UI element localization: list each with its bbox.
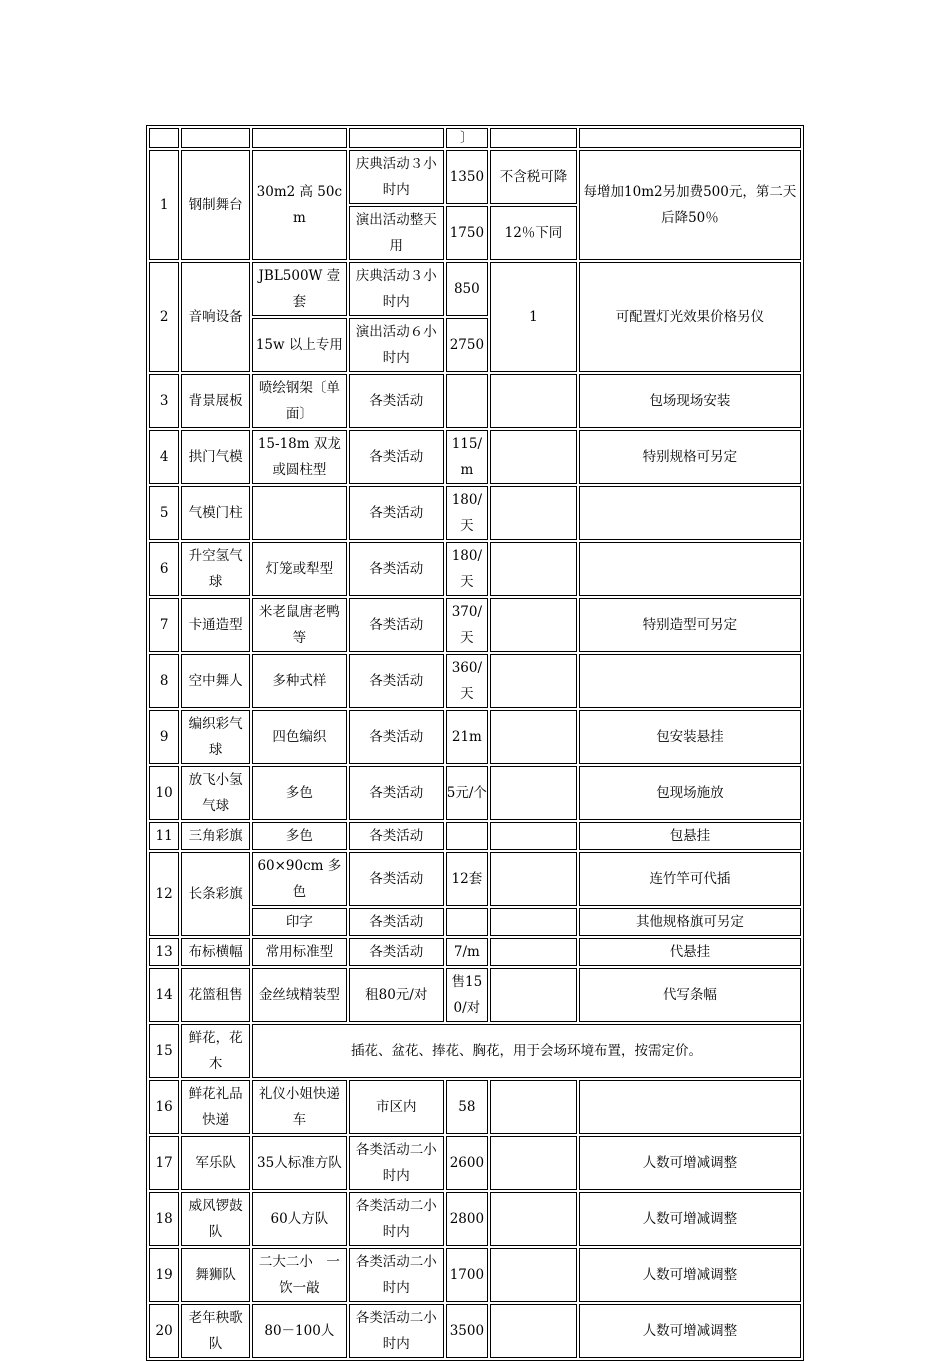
item-name: 军乐队 bbox=[181, 1136, 250, 1190]
table-row bbox=[149, 1024, 801, 1078]
item-remark bbox=[579, 1080, 801, 1134]
item-spec: 灯笼或犁型 bbox=[252, 542, 347, 596]
item-name: 三角彩旗 bbox=[181, 822, 250, 850]
row-number: 10 bbox=[149, 766, 179, 820]
item-note bbox=[490, 1136, 577, 1190]
item-name: 舞狮队 bbox=[181, 1248, 250, 1302]
table-row bbox=[149, 968, 801, 1022]
cell bbox=[149, 128, 179, 148]
item-spec: 15-18m 双龙或圆柱型 bbox=[252, 430, 347, 484]
item-note bbox=[490, 486, 577, 540]
item-usage: 庆典活动３小时内 bbox=[349, 262, 444, 316]
item-spec: 15w 以上专用 bbox=[252, 318, 347, 372]
item-note bbox=[490, 968, 577, 1022]
cell bbox=[349, 128, 444, 148]
item-price: 12套 bbox=[446, 852, 488, 906]
item-remark: 代悬挂 bbox=[579, 938, 801, 966]
item-remark bbox=[579, 542, 801, 596]
item-usage: 各类活动 bbox=[349, 710, 444, 764]
table-row bbox=[149, 1248, 801, 1302]
item-note bbox=[490, 430, 577, 484]
item-spec: 二大二小 一饮一敲 bbox=[252, 1248, 347, 1302]
table-row bbox=[149, 1192, 801, 1246]
item-spec bbox=[252, 486, 347, 540]
table-row bbox=[149, 150, 801, 204]
item-usage: 各类活动二小时内 bbox=[349, 1192, 444, 1246]
row-number: 20 bbox=[149, 1304, 179, 1358]
item-price bbox=[446, 822, 488, 850]
row-number: 1 bbox=[149, 150, 179, 260]
item-usage: 各类活动 bbox=[349, 766, 444, 820]
item-usage: 庆典活动３小时内 bbox=[349, 150, 444, 204]
item-remark: 其他规格旗可另定 bbox=[579, 908, 801, 936]
item-name: 钢制舞台 bbox=[181, 150, 250, 260]
item-usage: 各类活动二小时内 bbox=[349, 1136, 444, 1190]
item-name: 拱门气模 bbox=[181, 430, 250, 484]
item-spec: 金丝绒精装型 bbox=[252, 968, 347, 1022]
item-remark: 每增加10m2另加费500元，第二天后降50％ bbox=[579, 150, 801, 260]
item-name: 卡通造型 bbox=[181, 598, 250, 652]
table-row bbox=[149, 1304, 801, 1358]
item-name: 音响设备 bbox=[181, 262, 250, 372]
item-price: 180/天 bbox=[446, 486, 488, 540]
item-price: 3500 bbox=[446, 1304, 488, 1358]
item-spec: 印字 bbox=[252, 908, 347, 936]
item-note bbox=[490, 374, 577, 428]
item-name: 空中舞人 bbox=[181, 654, 250, 708]
table-row bbox=[149, 766, 801, 820]
item-remark: 人数可增减调整 bbox=[579, 1192, 801, 1246]
table-row bbox=[149, 430, 801, 484]
item-remark: 可配置灯光效果价格另仪 bbox=[579, 262, 801, 372]
item-usage: 各类活动 bbox=[349, 542, 444, 596]
table-row bbox=[149, 486, 801, 540]
row-number: 18 bbox=[149, 1192, 179, 1246]
item-usage: 各类活动二小时内 bbox=[349, 1304, 444, 1358]
item-price: 2600 bbox=[446, 1136, 488, 1190]
item-remark: 人数可增减调整 bbox=[579, 1248, 801, 1302]
item-price: 21m bbox=[446, 710, 488, 764]
item-spec: 80－100人 bbox=[252, 1304, 347, 1358]
item-price: 850 bbox=[446, 262, 488, 316]
item-note bbox=[490, 542, 577, 596]
item-remark: 人数可增减调整 bbox=[579, 1136, 801, 1190]
row-number: 16 bbox=[149, 1080, 179, 1134]
item-price: 1750 bbox=[446, 206, 488, 260]
item-remark bbox=[579, 486, 801, 540]
item-remark bbox=[579, 654, 801, 708]
row-number: 7 bbox=[149, 598, 179, 652]
cell: 〕 bbox=[446, 128, 488, 148]
row-number: 15 bbox=[149, 1024, 179, 1078]
table-row bbox=[149, 1080, 801, 1134]
item-note bbox=[490, 598, 577, 652]
item-spec: 多种式样 bbox=[252, 654, 347, 708]
item-spec: 60×90cm 多色 bbox=[252, 852, 347, 906]
row-number: 6 bbox=[149, 542, 179, 596]
table-row bbox=[149, 654, 801, 708]
price-list-document bbox=[146, 125, 804, 1361]
item-spec: 60人方队 bbox=[252, 1192, 347, 1246]
item-price: 售150/对 bbox=[446, 968, 488, 1022]
row-number: 8 bbox=[149, 654, 179, 708]
item-spec: 喷绘钢架〔单面〕 bbox=[252, 374, 347, 428]
row-number: 19 bbox=[149, 1248, 179, 1302]
item-remark: 包场现场安装 bbox=[579, 374, 801, 428]
item-remark: 包悬挂 bbox=[579, 822, 801, 850]
item-price: 2750 bbox=[446, 318, 488, 372]
item-usage: 各类活动 bbox=[349, 908, 444, 936]
item-usage: 各类活动 bbox=[349, 654, 444, 708]
row-number: 2 bbox=[149, 262, 179, 372]
item-name: 放飞小氢气球 bbox=[181, 766, 250, 820]
item-spec: 多色 bbox=[252, 822, 347, 850]
table-row bbox=[149, 598, 801, 652]
item-usage: 各类活动 bbox=[349, 598, 444, 652]
item-remark: 人数可增减调整 bbox=[579, 1304, 801, 1358]
item-spec: 30m2 高 50cm bbox=[252, 150, 347, 260]
item-remark: 包现场施放 bbox=[579, 766, 801, 820]
cell bbox=[181, 128, 250, 148]
item-name: 鲜花，花木 bbox=[181, 1024, 250, 1078]
item-name: 编织彩气球 bbox=[181, 710, 250, 764]
table-row bbox=[149, 852, 801, 906]
item-usage: 租80元/对 bbox=[349, 968, 444, 1022]
item-spec: 四色编织 bbox=[252, 710, 347, 764]
cell bbox=[490, 128, 577, 148]
item-remark: 代写条幅 bbox=[579, 968, 801, 1022]
table-row bbox=[149, 542, 801, 596]
row-number: 4 bbox=[149, 430, 179, 484]
row-number: 5 bbox=[149, 486, 179, 540]
item-remark: 包安装悬挂 bbox=[579, 710, 801, 764]
item-name: 升空氢气球 bbox=[181, 542, 250, 596]
row-number: 11 bbox=[149, 822, 179, 850]
item-note: 1 bbox=[490, 262, 577, 372]
item-remark: 特别规格可另定 bbox=[579, 430, 801, 484]
table-row bbox=[149, 822, 801, 850]
item-spec: 礼仪小姐快递车 bbox=[252, 1080, 347, 1134]
item-spec: 35人标准方队 bbox=[252, 1136, 347, 1190]
item-spec: 多色 bbox=[252, 766, 347, 820]
item-usage: 各类活动 bbox=[349, 486, 444, 540]
item-price bbox=[446, 908, 488, 936]
cell bbox=[252, 128, 347, 148]
item-note bbox=[490, 1304, 577, 1358]
item-note bbox=[490, 1192, 577, 1246]
item-price: 370/天 bbox=[446, 598, 488, 652]
merged-description: 插花、盆花、捧花、胸花，用于会场环境布置，按需定价。 bbox=[252, 1024, 801, 1078]
item-price: 115/m bbox=[446, 430, 488, 484]
table-row bbox=[149, 1136, 801, 1190]
item-note: 12％下同 bbox=[490, 206, 577, 260]
item-usage: 各类活动二小时内 bbox=[349, 1248, 444, 1302]
item-usage: 演出活动整天用 bbox=[349, 206, 444, 260]
table-row bbox=[149, 710, 801, 764]
item-remark: 特别造型可另定 bbox=[579, 598, 801, 652]
item-price: 2800 bbox=[446, 1192, 488, 1246]
item-name: 布标横幅 bbox=[181, 938, 250, 966]
item-usage: 各类活动 bbox=[349, 374, 444, 428]
item-note bbox=[490, 1080, 577, 1134]
item-note bbox=[490, 710, 577, 764]
item-price: 1700 bbox=[446, 1248, 488, 1302]
item-name: 长条彩旗 bbox=[181, 852, 250, 936]
item-usage: 各类活动 bbox=[349, 430, 444, 484]
row-number: 3 bbox=[149, 374, 179, 428]
item-spec: 米老鼠唐老鸭等 bbox=[252, 598, 347, 652]
item-name: 威风锣鼓队 bbox=[181, 1192, 250, 1246]
item-usage: 各类活动 bbox=[349, 822, 444, 850]
item-name: 气模门柱 bbox=[181, 486, 250, 540]
table-row bbox=[149, 374, 801, 428]
item-spec: 常用标准型 bbox=[252, 938, 347, 966]
cell bbox=[579, 128, 801, 148]
item-name: 花篮租售 bbox=[181, 968, 250, 1022]
item-note bbox=[490, 908, 577, 936]
item-usage: 市区内 bbox=[349, 1080, 444, 1134]
item-name: 背景展板 bbox=[181, 374, 250, 428]
row-number: 14 bbox=[149, 968, 179, 1022]
table-row bbox=[149, 128, 801, 148]
price-table bbox=[146, 125, 804, 1361]
item-price: 360/天 bbox=[446, 654, 488, 708]
item-spec: JBL500W 壹套 bbox=[252, 262, 347, 316]
item-usage: 各类活动 bbox=[349, 938, 444, 966]
table-row bbox=[149, 938, 801, 966]
item-note: 不含税可降 bbox=[490, 150, 577, 204]
item-price: 5元/个 bbox=[446, 766, 488, 820]
item-remark: 连竹竿可代插 bbox=[579, 852, 801, 906]
row-number: 17 bbox=[149, 1136, 179, 1190]
item-note bbox=[490, 852, 577, 906]
item-usage: 演出活动６小时内 bbox=[349, 318, 444, 372]
row-number: 13 bbox=[149, 938, 179, 966]
item-name: 老年秧歌队 bbox=[181, 1304, 250, 1358]
row-number: 9 bbox=[149, 710, 179, 764]
item-note bbox=[490, 938, 577, 966]
item-name: 鲜花礼品快递 bbox=[181, 1080, 250, 1134]
item-price: 58 bbox=[446, 1080, 488, 1134]
item-price: 180/天 bbox=[446, 542, 488, 596]
item-usage: 各类活动 bbox=[349, 852, 444, 906]
item-price: 1350 bbox=[446, 150, 488, 204]
table-row bbox=[149, 262, 801, 316]
item-note bbox=[490, 654, 577, 708]
item-price bbox=[446, 374, 488, 428]
item-note bbox=[490, 766, 577, 820]
item-note bbox=[490, 822, 577, 850]
item-note bbox=[490, 1248, 577, 1302]
row-number: 12 bbox=[149, 852, 179, 936]
item-price: 7/m bbox=[446, 938, 488, 966]
